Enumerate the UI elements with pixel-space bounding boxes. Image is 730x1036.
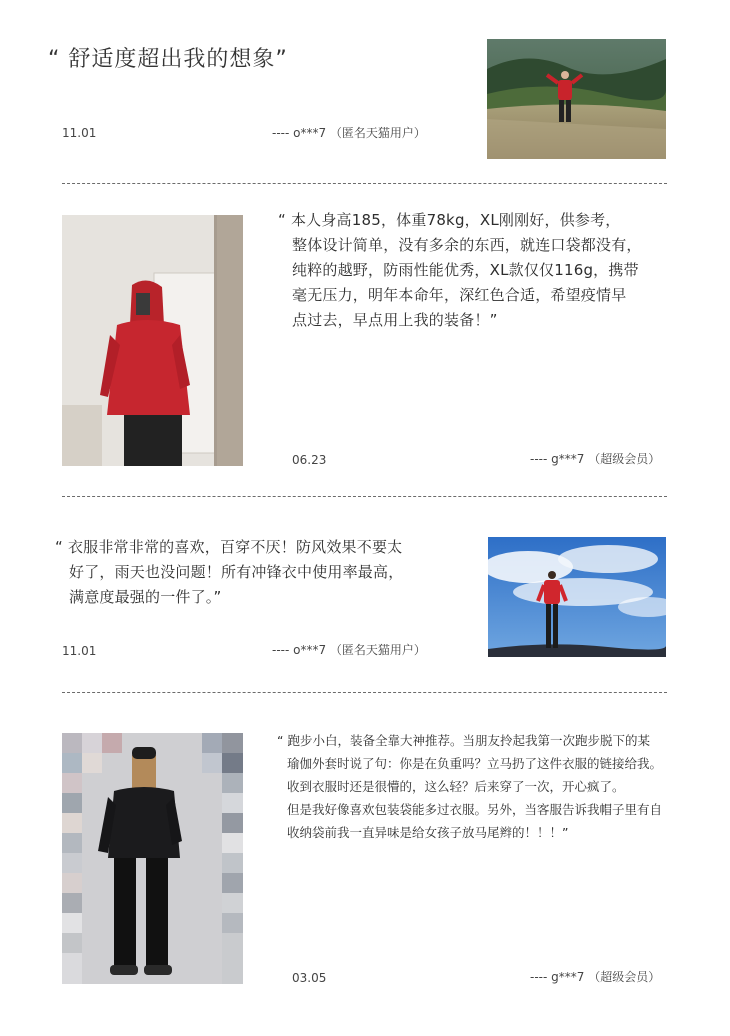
pixelated-store-image [62,733,243,984]
quote-line: “ 跑步小白，装备全靠大神推荐。当朋友拎起我第一次跑步脱下的某 [277,733,650,748]
quote-line: 但是我好像喜欢包装袋能多过衣服。另外，当客服告诉我帽子里有自 [287,802,663,817]
divider [62,496,667,497]
review-photo[interactable] [62,733,243,984]
review-date: 11.01 [62,126,97,140]
quote-line: 整体设计简单，没有多余的东西，就连口袋都没有， [292,236,642,254]
review-quote [277,729,697,844]
review-date: 03.05 [292,971,327,985]
review-author: ---- g***7 （超级会员） [530,970,661,984]
mountain-meadow-image [487,39,666,159]
review-photo[interactable] [488,537,666,657]
quote-line: “ 本人身高185，体重78kg，XL刚刚好，供参考， [278,211,621,229]
review-date: 06.23 [292,453,327,467]
review-author: ---- g***7 （超级会员） [530,452,661,466]
divider [62,183,667,184]
review-quote [55,535,475,610]
review-quote [278,208,688,333]
review-author: ---- o***7 （匿名天猫用户） [272,126,426,140]
quote-line: 好了，雨天也没问题！所有冲锋衣中使用率最高， [69,563,404,581]
review-photo[interactable] [487,39,666,159]
blue-sky-image [488,537,666,657]
quote-line: 点过去，早点用上我的装备！” [292,311,498,329]
review-date: 11.01 [62,644,97,658]
review-photo[interactable] [62,215,243,466]
divider [62,692,667,693]
quote-line: “ 衣服非常非常的喜欢，百穿不厌！防风效果不要太 [55,538,403,556]
quote-line: 瑜伽外套时说了句：你是在负重吗？立马扔了这件衣服的链接给我。 [287,756,663,771]
review-author: ---- o***7 （匿名天猫用户） [272,643,426,657]
quote-line: 收到衣服时还是很懵的，这么轻？后来穿了一次，开心疯了。 [287,779,625,794]
quote-line: 毫无压力，明年本命年，深红色合适，希望疫情早 [292,286,627,304]
page-title: “ 舒适度超出我的想象” [48,47,288,72]
quote-line: 满意度最强的一件了。” [69,588,222,606]
mirror-selfie-image [62,215,243,466]
quote-line: 收纳袋前我一直异味是给女孩子放马尾辫的！！！” [287,825,569,840]
quote-line: 纯粹的越野，防雨性能优秀，XL款仅仅116g，携带 [292,261,639,279]
